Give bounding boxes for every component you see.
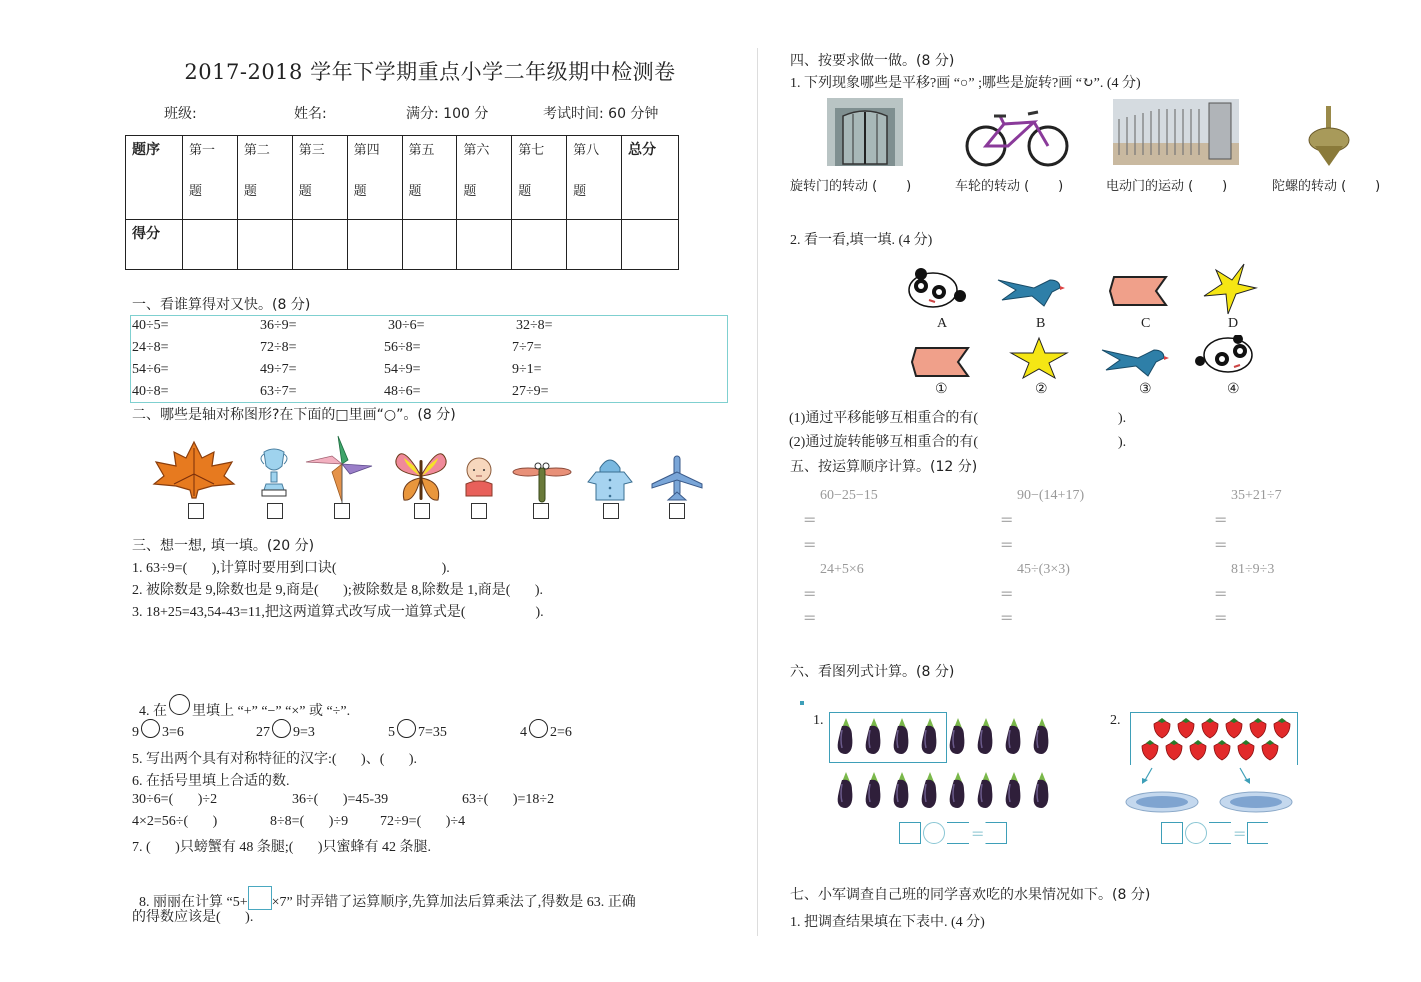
calc-item: 7÷7= [512,340,542,355]
calc-item: 30÷6= [388,318,425,333]
answer-checkbox-pinwheel[interactable] [334,503,350,519]
header-score: 得分 [126,220,183,270]
operator-circle-input[interactable] [1185,822,1207,844]
exam-time: 考试时间: 60 分钟 [543,106,659,122]
panda-face-icon [1194,335,1256,377]
section1-title: 一、看谁算得对又快。(8 分) [132,297,311,313]
calc-item: 49÷7= [260,362,297,377]
section3-q5: 5. 写出两个具有对称特征的汉字:( )、( ). [132,752,418,767]
col-q5: 第五 题 [402,136,457,220]
equals-sign: = [1000,584,1014,603]
score-cell[interactable] [512,220,567,270]
header-question-order: 题序 [126,136,183,220]
equation-template-1 [899,822,1007,844]
equals-sign: = [1233,823,1247,843]
equation-template-2 [1161,822,1268,844]
decorative-dot [800,701,804,705]
equals-sign: = [1214,608,1228,627]
expression: 24+5×6 [820,562,864,577]
label-b: B [1036,316,1046,331]
name-label: 姓名: [294,106,327,122]
score-cell[interactable] [292,220,347,270]
equals-sign: = [1214,535,1228,554]
exam-title: 2017-2018 学年下学期重点小学二年级期中检测卷 [184,60,676,84]
section5-title: 五、按运算顺序计算。(12 分) [790,459,978,475]
col-q4: 第四 题 [347,136,402,220]
col-q6: 第六 题 [457,136,512,220]
operator-circle-input[interactable] [397,719,416,738]
q6-item: 63÷( )=18÷2 [462,792,555,807]
calc-item: 54÷6= [132,362,169,377]
calc-box [130,315,728,403]
section2-title: 二、哪些是轴对称图形?在下面的□里画“○”。(8 分) [132,407,456,423]
expression: 81÷9÷3 [1231,562,1275,577]
section3-q2: 2. 被除数是 9,除数也是 9,商是( );被除数是 8,除数是 1,商是( ). [132,583,544,598]
q4-item: 5 7=35 [388,719,447,741]
calc-item: 24÷8= [132,340,169,355]
col-q8: 第八 题 [567,136,622,220]
label-c: C [1141,316,1151,331]
answer-checkbox-raincoat[interactable] [603,503,619,519]
score-cell[interactable] [567,220,622,270]
section7-q1: 1. 把调查结果填在下表中. (4 分) [790,915,985,930]
calc-item: 56÷8= [384,340,421,355]
page-divider [757,48,758,936]
expression: 60−25−15 [820,488,878,503]
picture2-label: 2. [1110,713,1121,728]
equals-sign: = [803,535,817,554]
col-q2: 第二 题 [237,136,292,220]
q6-item: 72÷9=( )÷4 [380,814,466,829]
section7-title: 七、小军调查自己班的同学喜欢吃的水果情况如下。(8 分) [790,887,1151,903]
caption-spinning-top: 陀螺的转动 ( ) [1272,179,1381,194]
equals-sign: = [971,823,985,843]
section3-q1: 1. 63÷9=( ),计算时要用到口诀( ). [132,561,450,576]
section3-q8-line2: 的得数应该是( ). [132,910,254,925]
label-3: ③ [1139,382,1152,397]
answer-checkbox-trophy[interactable] [267,503,283,519]
maple-leaf-icon [152,440,236,500]
section4-fill1: (1)通过平移能够互相重合的有( ). [789,411,1127,426]
label-4: ④ [1227,382,1240,397]
number-input-box[interactable] [899,822,921,844]
spinning-top-image [1305,104,1353,168]
butterfly-icon [392,446,450,504]
section4-q2: 2. 看一看,填一填. (4 分) [790,233,933,248]
revolving-door-image [827,98,903,166]
calc-item: 36÷9= [260,318,297,333]
total-score-cell[interactable] [622,220,679,270]
section4-title: 四、按要求做一做。(8 分) [790,53,955,69]
calc-item: 48÷6= [384,384,421,399]
equals-sign: = [803,584,817,603]
col-q3: 第三 题 [292,136,347,220]
panda-face-icon [905,268,967,310]
score-cell[interactable] [183,220,238,270]
plates-image [1124,766,1300,816]
section3-q6: 6. 在括号里填上合适的数. [132,774,290,789]
answer-checkbox-baby[interactable] [471,503,487,519]
equals-sign: = [803,510,817,529]
score-table [125,135,679,270]
result-input-box[interactable] [1247,822,1268,844]
number-input-box[interactable] [1161,822,1183,844]
section6-title: 六、看图列式计算。(8 分) [790,664,955,680]
dragonfly-icon [512,460,572,504]
section3-q7: 7. ( )只螃蟹有 48 条腿;( )只蜜蜂有 42 条腿. [132,840,432,855]
col-q1: 第一 题 [183,136,238,220]
bicycle-image [964,104,1070,168]
raincoat-icon [584,456,636,502]
answer-checkbox-butterfly[interactable] [414,503,430,519]
operator-circle-input[interactable] [272,719,291,738]
answer-checkbox-dragonfly[interactable] [533,503,549,519]
label-2: ② [1035,382,1048,397]
equals-sign: = [1214,510,1228,529]
calc-item: 40÷5= [132,318,169,333]
pinwheel-icon [302,434,382,506]
score-cell[interactable] [347,220,402,270]
trophy-icon [256,444,292,498]
q4-item: 9 3=6 [132,719,184,741]
col-q7: 第七 题 [512,136,567,220]
operator-circle-input[interactable] [529,719,548,738]
class-label: 班级: [164,106,197,122]
circle-icon [169,694,190,715]
expression: 35+21÷7 [1231,488,1282,503]
answer-checkbox-airplane[interactable] [669,503,685,519]
section3-q4: 4. 在 里填上 “+” “−” “×” 或 “÷”. [132,678,350,720]
equals-sign: = [1000,535,1014,554]
picture1-label: 1. [813,713,824,728]
q4-item: 27 9=3 [256,719,315,741]
calc-item: 54÷9= [384,362,421,377]
section4-q1: 1. 下列现象哪些是平移?画 “○” ;哪些是旋转?画 “↻”. (4 分) [790,76,1141,91]
result-input-box[interactable] [985,822,1007,844]
bird-icon [996,272,1066,310]
caption-electric-gate: 电动门的运动 ( ) [1106,179,1228,194]
section3-title: 三、想一想, 填一填。(20 分) [132,538,315,554]
section3-q8: 8. 丽丽在计算 “5+ ×7” 时弄错了运算顺序,先算加法后算乘法了,得数是 63. 正确 [132,870,636,911]
answer-checkbox-maple-leaf[interactable] [188,503,204,519]
pentagon-arrow-icon [1108,275,1168,307]
baby-icon [460,456,498,500]
score-cell[interactable] [237,220,292,270]
header-total: 总分 [622,136,679,220]
equals-sign: = [1000,510,1014,529]
operator-circle-input[interactable] [923,822,945,844]
label-1: ① [935,382,948,397]
section4-fill2: (2)通过旋转能够互相重合的有( ). [789,435,1127,450]
electric-gate-image [1113,99,1239,165]
pentagon-arrow-icon [910,346,970,378]
q6-item: 36÷( )=45-39 [292,792,389,807]
q6-item: 8÷8=( )÷9 [270,814,349,829]
bird-icon [1100,342,1170,380]
calc-item: 9÷1= [512,362,542,377]
section3-q3: 3. 18+25=43,54-43=11,把这两道算式改写成一道算式是( ). [132,605,544,620]
label-a: A [937,316,948,331]
q4-item: 4 2=6 [520,719,572,741]
q6-item: 4×2=56÷( ) [132,814,218,829]
full-score: 满分: 100 分 [406,106,489,122]
label-d: D [1228,316,1239,331]
calc-item: 40÷8= [132,384,169,399]
expression: 45÷(3×3) [1017,562,1070,577]
star-icon [1009,336,1069,380]
number-input-box[interactable] [1209,822,1231,844]
expression: 90−(14+17) [1017,488,1085,503]
strawberries-image [1130,714,1298,764]
calc-item: 72÷8= [260,340,297,355]
q6-item: 30÷6=( )÷2 [132,792,218,807]
score-cell[interactable] [402,220,457,270]
airplane-icon [650,454,704,502]
calc-item: 27÷9= [512,384,549,399]
operator-circle-input[interactable] [141,719,160,738]
number-input-box[interactable] [947,822,969,844]
eggplants-image [832,712,1064,814]
calc-item: 32÷8= [516,318,553,333]
equals-sign: = [803,608,817,627]
star-icon [1202,262,1258,316]
caption-revolving-door: 旋转门的转动 ( ) [790,179,912,194]
equals-sign: = [1214,584,1228,603]
score-cell[interactable] [457,220,512,270]
calc-item: 63÷7= [260,384,297,399]
caption-wheel: 车轮的转动 ( ) [955,179,1064,194]
equals-sign: = [1000,608,1014,627]
